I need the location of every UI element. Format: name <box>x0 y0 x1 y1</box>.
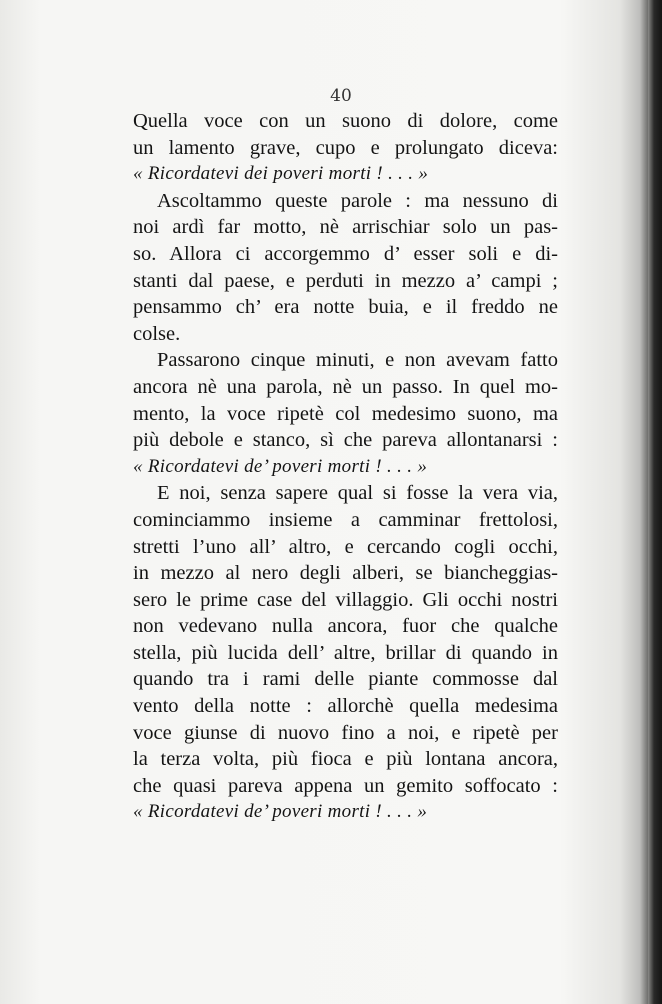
text-line: ancora nè una parola, nè un passo. In quel mo- <box>133 375 558 398</box>
quote-line: « Ricordatevi de’ poveri morti ! . . . » <box>133 801 428 823</box>
text-line: stella, più lucida dell’ altre, brillar di quando in <box>133 641 558 664</box>
text-line: stanti dal paese, e perduti in mezzo a’ campi ; <box>133 269 558 292</box>
text-line: pensammo ch’ era notte buia, e il freddo ne <box>133 296 558 319</box>
text-line: sero le prime case del villaggio. Gli occhi nostri <box>133 588 558 611</box>
text-line: stretti l’uno all’ altro, e cercando cogli occhi, <box>133 535 558 558</box>
text-line: E noi, senza sapere qual si fosse la vera via, <box>157 482 558 505</box>
quote-line: « Ricordatevi dei poveri morti ! . . . » <box>133 163 429 185</box>
text-line: colse. <box>133 322 181 345</box>
text-line: più debole e stanco, sì che pareva allontanarsi : <box>133 429 558 452</box>
quote-line: « Ricordatevi de’ poveri morti ! . . . » <box>133 455 428 477</box>
page-number: 40 <box>330 86 352 106</box>
text-line: cominciammo insieme a camminar frettolosi, <box>133 508 558 531</box>
text-line: Passarono cinque minuti, e non avevam fatto <box>157 349 558 372</box>
book-spine-edge <box>648 0 662 1004</box>
text-line: non vedevano nulla ancora, fuor che qualche <box>133 615 558 638</box>
text-line: voce giunse di nuovo fino a noi, e ripetè per <box>133 721 558 744</box>
page-body <box>133 108 558 826</box>
text-line: che quasi pareva appena un gemito soffocato : <box>133 774 558 797</box>
text-line: noi ardì far motto, nè arrischiar solo un pas- <box>133 216 558 239</box>
text-line: quando tra i rami delle piante commosse dal <box>133 668 558 691</box>
text-line: la terza volta, più fioca e più lontana ancora, <box>133 748 558 771</box>
text-line: Ascoltammo queste parole : ma nessuno di <box>157 189 558 212</box>
text-line: in mezzo al nero degli alberi, se biancheggias- <box>133 562 558 585</box>
text-line: un lamento grave, cupo e prolungato diceva: <box>133 136 558 159</box>
text-line: Quella voce con un suono di dolore, come <box>133 110 558 132</box>
text-line: mento, la voce ripetè col medesimo suono, ma <box>133 402 558 425</box>
text-line: vento della notte : allorchè quella medesima <box>133 695 558 718</box>
text-line: so. Allora ci accorgemmo d’ esser soli e di- <box>133 242 558 265</box>
